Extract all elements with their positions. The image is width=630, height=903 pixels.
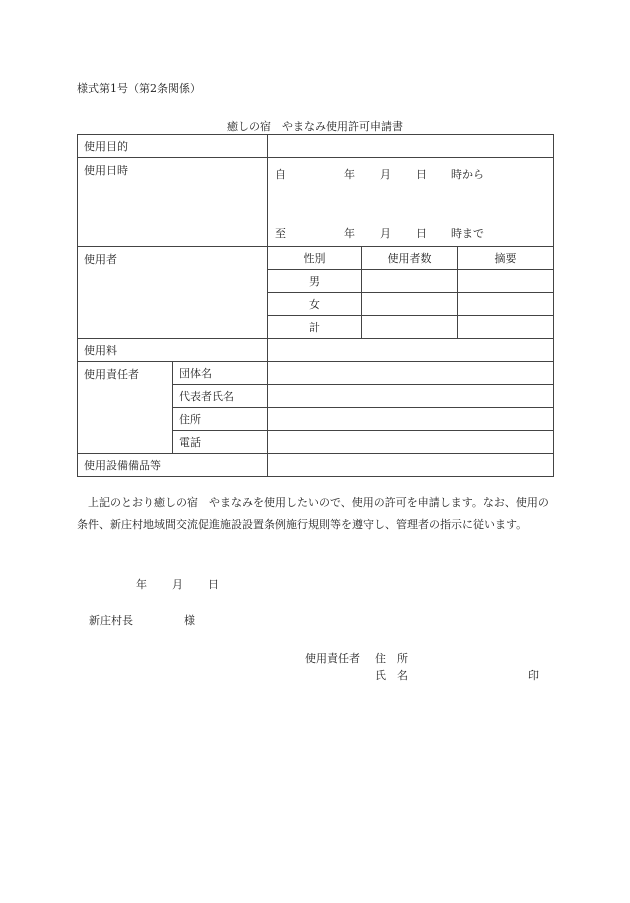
fee-input[interactable]: [268, 339, 554, 362]
gender-male: 男: [268, 270, 362, 293]
date-month: 月: [172, 578, 183, 591]
request-paragraph: 上記のとおり癒しの宿 やまなみを使用したいので、使用の許可を申請します。なお、使用の条件、新庄村地域間交流促進施設設置条例施行規則等を遵守し、管理者の指示に従います。: [77, 496, 549, 531]
purpose-label: 使用目的: [78, 135, 268, 158]
purpose-row: [78, 135, 554, 158]
purpose-input[interactable]: [268, 135, 554, 158]
count-header: 使用者数: [362, 247, 458, 270]
representative-input[interactable]: [268, 385, 554, 408]
equipment-row: [78, 454, 554, 477]
male-count-input[interactable]: [362, 270, 458, 293]
fee-label: 使用料: [78, 339, 268, 362]
responsible-row-org: [78, 362, 554, 385]
org-name-input[interactable]: [268, 362, 554, 385]
user-header-row: [78, 247, 554, 270]
from-day: 日: [416, 168, 427, 181]
datetime-row: [78, 158, 554, 247]
address-input[interactable]: [268, 408, 554, 431]
from-year: 年: [344, 168, 355, 181]
fee-row: [78, 339, 554, 362]
date-day: 日: [208, 578, 219, 591]
addressee-honorific: 様: [184, 614, 195, 627]
gender-header: 性別: [268, 247, 362, 270]
user-label: 使用者: [78, 247, 268, 339]
org-name-label: 団体名: [173, 362, 268, 385]
total-remarks-input[interactable]: [458, 316, 554, 339]
from-month: 月: [380, 168, 391, 181]
datetime-label: 使用日時: [78, 158, 268, 247]
equipment-label: 使用設備備品等: [78, 454, 268, 477]
to-prefix: 至: [275, 227, 286, 240]
from-suffix: 時から: [451, 168, 484, 181]
equipment-input[interactable]: [268, 454, 554, 477]
representative-label: 代表者氏名: [173, 385, 268, 408]
form-number: 様式第1号（第2条関係）: [77, 82, 201, 95]
datetime-input[interactable]: [268, 158, 554, 247]
addressee-name: 新庄村長: [89, 614, 133, 627]
total-count-input[interactable]: [362, 316, 458, 339]
to-day: 日: [416, 227, 427, 240]
application-table: [77, 134, 554, 477]
phone-input[interactable]: [268, 431, 554, 454]
gender-female: 女: [268, 293, 362, 316]
form-title: 癒しの宿 やまなみ使用許可申請書: [227, 120, 403, 133]
to-month: 月: [380, 227, 391, 240]
phone-label: 電話: [173, 431, 268, 454]
female-count-input[interactable]: [362, 293, 458, 316]
female-remarks-input[interactable]: [458, 293, 554, 316]
signature-name-label: 氏 名: [375, 669, 408, 682]
to-year: 年: [344, 227, 355, 240]
to-suffix: 時まで: [451, 227, 484, 240]
seal-mark: 印: [528, 669, 539, 682]
date-year: 年: [136, 578, 147, 591]
male-remarks-input[interactable]: [458, 270, 554, 293]
signature-role: 使用責任者: [305, 652, 360, 665]
address-label: 住所: [173, 408, 268, 431]
remarks-header: 摘要: [458, 247, 554, 270]
responsible-label: 使用責任者: [78, 362, 173, 454]
from-prefix: 自: [275, 168, 286, 181]
signature-address-label: 住 所: [375, 652, 408, 665]
gender-total: 計: [268, 316, 362, 339]
